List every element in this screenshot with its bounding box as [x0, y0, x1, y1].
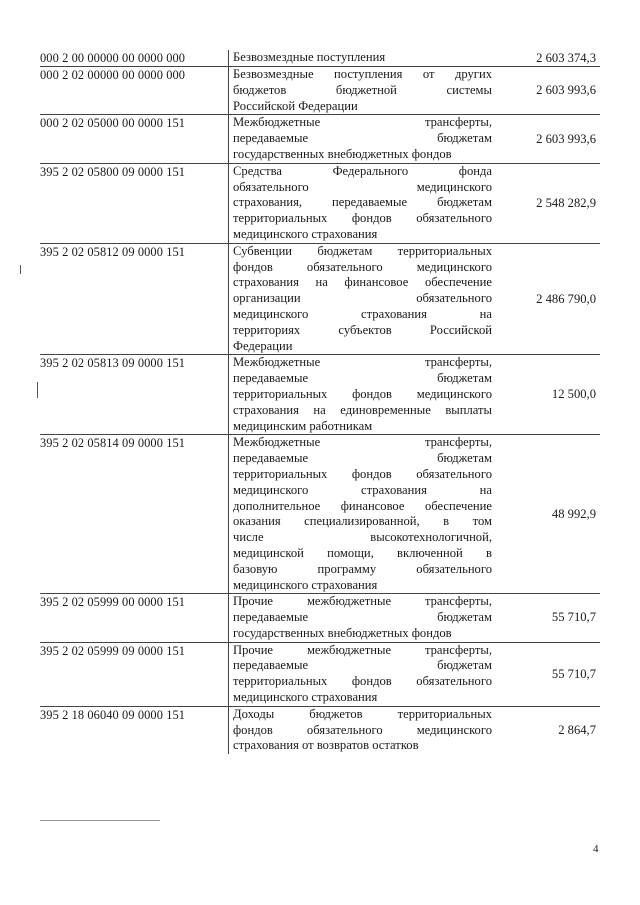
revenue-name-line: числе высокотехнологичной,: [233, 530, 492, 545]
revenue-name: [228, 643, 498, 706]
table-row: [40, 115, 600, 163]
revenue-name-line: медицинского страхования: [233, 577, 378, 592]
revenue-name-line: медицинского страхования на: [233, 482, 492, 497]
budget-table: [40, 50, 600, 754]
budget-code: 000 2 00 00000 00 0000 000: [40, 51, 186, 65]
table-row: [40, 435, 600, 594]
revenue-name-line: Безвозмездные поступления от других: [233, 67, 492, 81]
revenue-name-line: Межбюджетные трансферты,: [233, 355, 492, 370]
revenue-name-line: территориальных фондов обязательного: [233, 211, 492, 226]
revenue-name-line: фондов обязательного медицинского: [233, 722, 492, 737]
revenue-name-line: передаваемые бюджетам: [233, 610, 492, 625]
revenue-name-line: Российской Федерации: [233, 98, 358, 113]
amount-value: 2 603 374,3: [536, 50, 596, 65]
revenue-name-line: Доходы бюджетов территориальных: [233, 706, 492, 721]
budget-code: 395 2 02 05999 00 0000 151: [40, 595, 186, 610]
table-row: [40, 594, 600, 642]
revenue-name-line: государственных внебюджетных фондов: [233, 625, 452, 640]
amount-value: 2 603 993,6: [536, 83, 596, 98]
table-row: [40, 244, 600, 356]
revenue-name-line: бюджетов бюджетной системы: [233, 82, 492, 97]
budget-code: 395 2 02 05813 09 0000 151: [40, 356, 186, 371]
revenue-name-line: Безвозмездные поступления: [233, 50, 386, 64]
amount-value: 2 864,7: [558, 723, 596, 738]
revenue-name-line: медицинского страхования на: [233, 306, 492, 321]
revenue-name: [228, 67, 498, 114]
amount-value: 2 548 282,9: [536, 195, 596, 210]
amount-value: 55 710,7: [551, 610, 596, 625]
table-row: [40, 164, 600, 244]
scan-mark: [37, 382, 38, 398]
revenue-name: [228, 435, 498, 593]
revenue-name: [228, 50, 498, 66]
revenue-name: [228, 164, 498, 243]
revenue-name-line: дополнительное финансовое обеспечение: [233, 498, 492, 513]
revenue-name-line: страхования от возвратов остатков: [233, 738, 419, 753]
revenue-name-line: Прочие межбюджетные трансферты,: [233, 594, 492, 609]
revenue-name-line: государственных внебюджетных фондов: [233, 146, 452, 161]
amount-value: 2 486 790,0: [536, 291, 596, 306]
budget-code: 395 2 02 05800 09 0000 151: [40, 164, 186, 179]
revenue-name: [228, 115, 498, 162]
revenue-name-line: Межбюджетные трансферты,: [233, 435, 492, 450]
revenue-name: [228, 707, 498, 754]
revenue-name-line: медицинского страхования: [233, 690, 378, 705]
table-row: [40, 50, 600, 67]
amount-value: 2 603 993,6: [536, 131, 596, 146]
revenue-name: [228, 355, 498, 434]
budget-code: 395 2 18 06040 09 0000 151: [40, 707, 186, 722]
amount-value: 12 500,0: [551, 387, 596, 402]
table-row: [40, 707, 600, 754]
revenue-name-line: медицинской помощи, включенной в: [233, 545, 492, 560]
budget-code: 000 2 02 05000 00 0000 151: [40, 116, 186, 131]
budget-code: 395 2 02 05999 09 0000 151: [40, 643, 186, 658]
revenue-name-line: территориальных фондов обязательного: [233, 674, 492, 689]
table-row: [40, 67, 600, 115]
budget-code: 395 2 02 05814 09 0000 151: [40, 436, 186, 451]
revenue-name-line: медицинским работникам: [233, 418, 373, 433]
revenue-name-line: Прочие межбюджетные трансферты,: [233, 642, 492, 657]
revenue-name-line: передаваемые бюджетам: [233, 658, 492, 673]
revenue-name-line: Средства Федерального фонда: [233, 163, 492, 178]
revenue-name-line: базовую программу обязательного: [233, 561, 492, 576]
revenue-name-line: страхования на единовременные выплаты: [233, 402, 492, 417]
revenue-name-line: территориальных фондов медицинского: [233, 386, 492, 401]
table-row: [40, 355, 600, 435]
revenue-name-line: фондов обязательного медицинского: [233, 259, 492, 274]
revenue-name-line: страхования на финансовое обеспечение: [233, 275, 492, 290]
revenue-name-line: территориях субъектов Российской: [233, 322, 492, 337]
revenue-name-line: медицинского страхования: [233, 226, 378, 241]
budget-code: 395 2 02 05812 09 0000 151: [40, 244, 186, 259]
scan-mark: [20, 265, 21, 274]
revenue-name-line: Субвенции бюджетам территориальных: [233, 243, 492, 258]
revenue-name: [228, 594, 498, 641]
amount-value: 48 992,9: [551, 506, 596, 521]
budget-code: 000 2 02 00000 00 0000 000: [40, 68, 186, 82]
revenue-name-line: передаваемые бюджетам: [233, 371, 492, 386]
revenue-name-line: организации обязательного: [233, 291, 492, 306]
revenue-name-line: передаваемые бюджетам: [233, 131, 492, 146]
revenue-name-line: страхования, передаваемые бюджетам: [233, 195, 492, 210]
revenue-name-line: обязательного медицинского: [233, 179, 492, 194]
scan-mark: [40, 820, 160, 821]
revenue-name-line: оказания специализированной, в том: [233, 514, 492, 529]
revenue-name-line: передаваемые бюджетам: [233, 451, 492, 466]
revenue-name: [228, 244, 498, 355]
page-number: 4: [593, 843, 599, 855]
revenue-name-line: Межбюджетные трансферты,: [233, 115, 492, 130]
table-row: [40, 643, 600, 707]
amount-value: 55 710,7: [551, 666, 596, 681]
revenue-name-line: Федерации: [233, 338, 293, 353]
revenue-name-line: территориальных фондов обязательного: [233, 466, 492, 481]
